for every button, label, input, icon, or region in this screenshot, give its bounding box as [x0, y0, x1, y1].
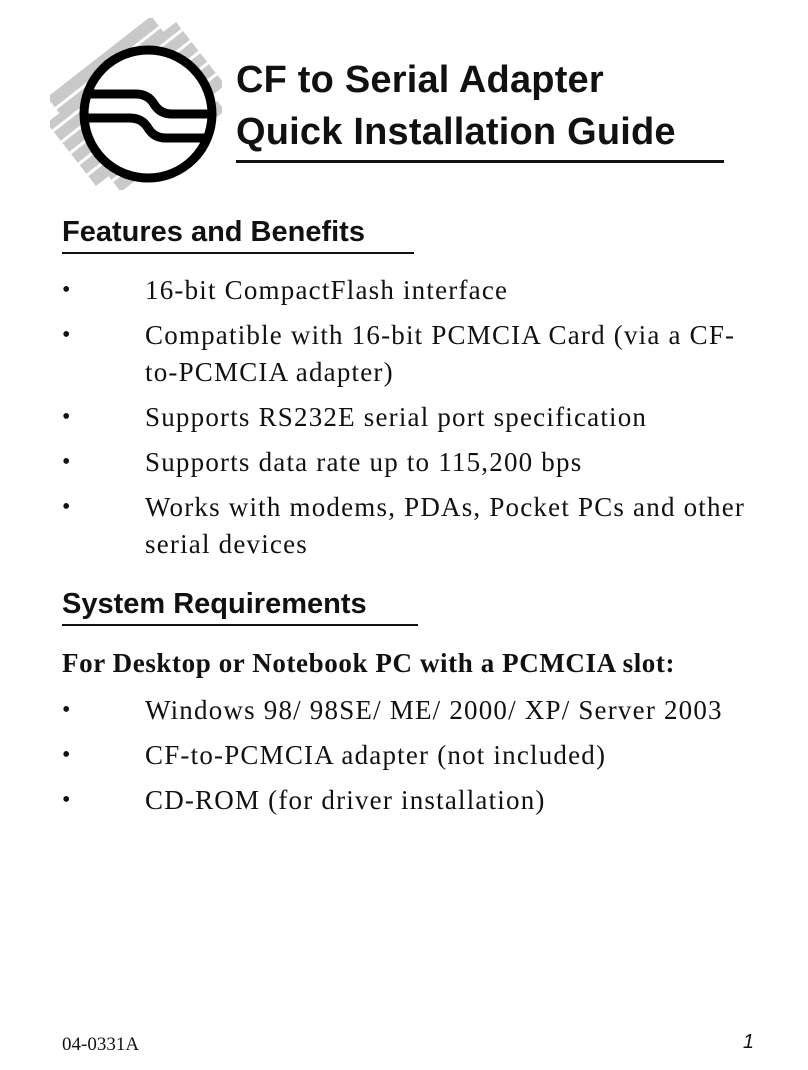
list-item [62, 444, 762, 481]
bullet-icon: • [62, 449, 72, 475]
title-line-2: Quick Installation Guide [236, 111, 676, 153]
bullet-icon: • [62, 742, 72, 768]
brand-logo-icon [50, 18, 222, 190]
title-block [236, 54, 724, 163]
system-requirements-heading: System Requirements [62, 586, 418, 626]
feature-text: 16-bit CompactFlash interface [145, 275, 509, 305]
bullet-icon: • [62, 404, 72, 430]
bullet-icon: • [62, 787, 72, 813]
requirement-text: CF-to-PCMCIA adapter (not included) [145, 740, 607, 770]
list-item [62, 782, 762, 819]
list-item [62, 317, 762, 391]
requirement-text: Windows 98/ 98SE/ ME/ 2000/ XP/ Server 2003 [145, 695, 723, 725]
system-requirements-list [62, 692, 762, 827]
bullet-icon: • [62, 322, 72, 348]
feature-text: Compatible with 16-bit PCMCIA Card (via a CF-to-PCMCIA adapter) [145, 320, 736, 387]
features-list [62, 272, 762, 571]
feature-text: Supports RS232E serial port specification [145, 402, 648, 432]
list-item [62, 692, 762, 729]
features-heading: Features and Benefits [62, 214, 414, 254]
list-item [62, 399, 762, 436]
system-requirements-subheading: For Desktop or Notebook PC with a PCMCIA slot: [62, 648, 676, 678]
feature-text: Supports data rate up to 115,200 bps [145, 447, 583, 477]
requirement-text: CD-ROM (for driver installation) [145, 785, 546, 815]
title-line-1: CF to Serial Adapter [236, 59, 604, 101]
document-code: 04-0331A [62, 1034, 140, 1055]
list-item [62, 737, 762, 774]
list-item [62, 489, 762, 563]
page-number: 1 [742, 1031, 754, 1053]
bullet-icon: • [62, 277, 72, 303]
bullet-icon: • [62, 697, 72, 723]
list-item [62, 272, 762, 309]
bullet-icon: • [62, 494, 72, 520]
feature-text: Works with modems, PDAs, Pocket PCs and other serial devices [145, 492, 746, 559]
